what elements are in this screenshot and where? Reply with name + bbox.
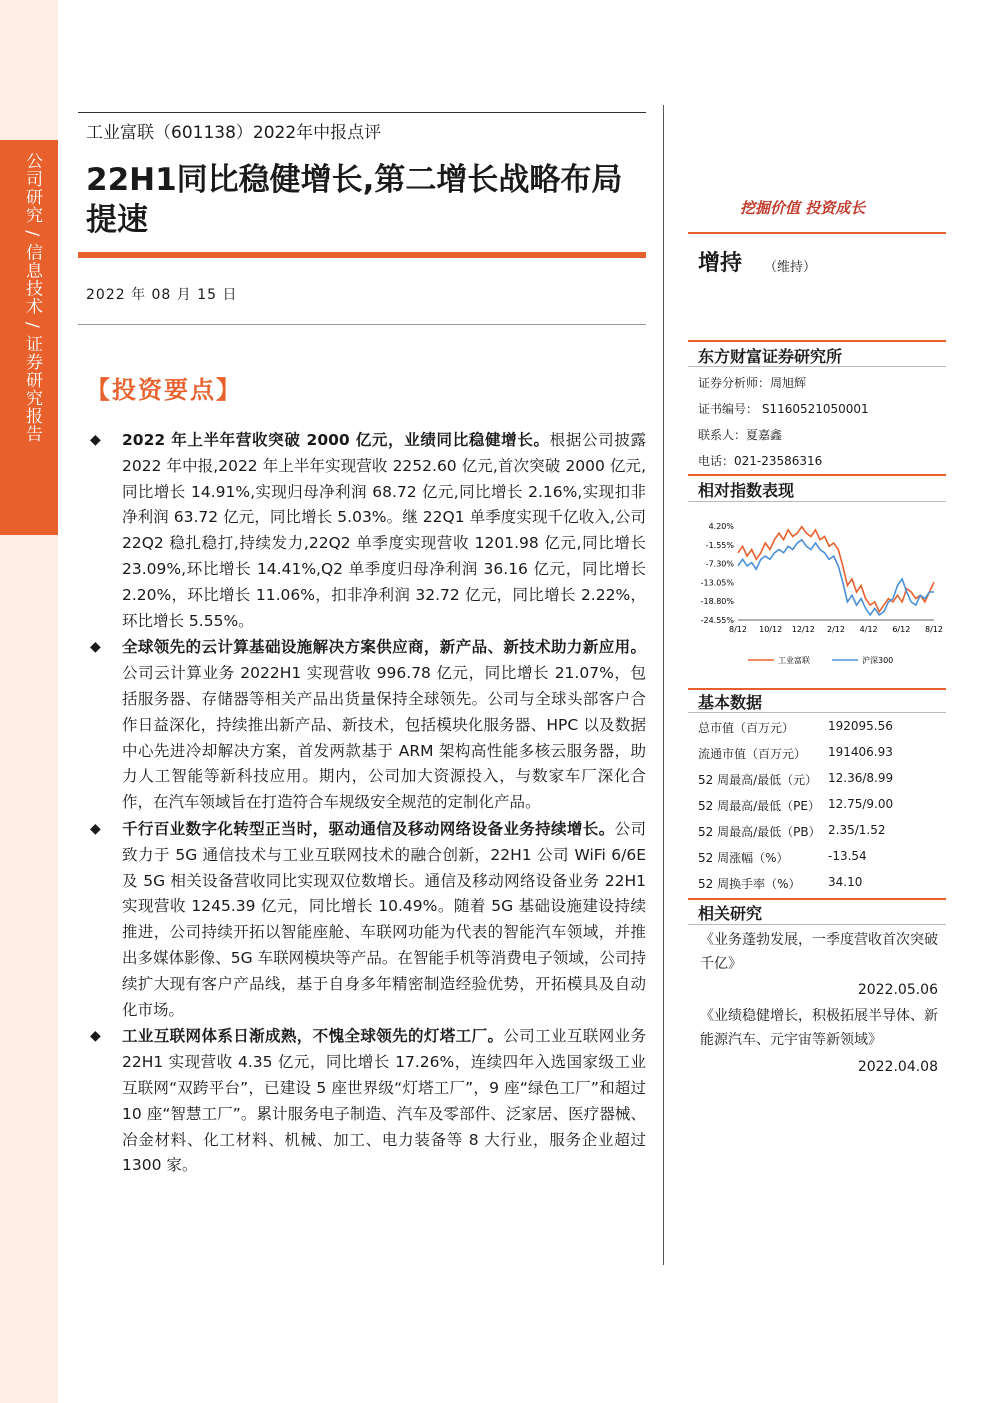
research-title: 相关研究 — [698, 904, 763, 923]
series-line-gongyefulian — [738, 527, 934, 612]
bullet-item — [90, 817, 646, 1023]
bullet-head: 全球领先的云计算基础设施解决方案供应商，新产品、新技术助力新应用。 — [122, 638, 646, 657]
header-rule — [78, 112, 646, 113]
contact-person: 联系人：夏嘉鑫 — [698, 428, 783, 442]
key-data-row — [698, 849, 938, 875]
phone: 电话：021-23586316 — [698, 454, 823, 468]
bullet-item — [90, 1024, 646, 1179]
key-data-label: 52 周最高/最低（PB） — [698, 825, 821, 839]
diamond-icon: ◆ — [90, 639, 101, 656]
key-data-row — [698, 719, 938, 745]
key-data-row — [698, 745, 938, 771]
key-data-value: 192095.56 — [828, 719, 893, 733]
x-tick-label: 2/12 — [827, 625, 845, 634]
key-data-label: 52 周最高/最低（PE） — [698, 799, 820, 813]
title-underline — [78, 252, 646, 258]
key-data-label: 总市值（百万元） — [698, 721, 795, 735]
bullet-item — [90, 635, 646, 816]
y-tick-label: -13.05% — [700, 578, 734, 588]
key-data-title: 基本数据 — [698, 693, 763, 712]
key-data-underline — [688, 712, 946, 713]
key-data-row — [698, 771, 938, 797]
analyst: 证券分析师：周旭辉 — [698, 376, 807, 390]
institute-name: 东方财富证券研究所 — [698, 347, 843, 366]
diamond-icon: ◆ — [90, 432, 101, 448]
bullet-body: 公司云计算业务 2022H1 实现营收 996.78 亿元，同比增长 21.07%，包括服务器、存储器等相关产品出货量保持全球领先。公司与全球头部客户合作日益深化，持续推出新产品、新技术，包括模块化服务器、HPC 以及数据中心先进冷却解决方案，首发两款基于 ARM 架构高性能多核云服务器，助力人工智能等新科技应用。期内，公司加大资源投入，与数家车厂深化合作，在汽车领域旨在打造符合车规级安全规范的定制化产品。 — [122, 664, 646, 812]
bullet-item — [90, 428, 646, 634]
chart-legend — [748, 655, 893, 665]
research-item-title: 《业务蓬勃发展，一季度营收首次突破千亿》 — [700, 932, 938, 972]
date-rule — [78, 324, 646, 325]
y-tick-label: -1.55% — [705, 540, 734, 550]
legend-label: 沪深300 — [862, 656, 894, 665]
research-item-date: 2022.04.08 — [857, 1059, 938, 1075]
y-tick-label: -24.55% — [700, 616, 734, 625]
key-data-value: 12.36/8.99 — [828, 771, 894, 785]
cert-number: 证书编号： S1160521050001 — [698, 402, 869, 416]
x-tick-label: 8/12 — [925, 625, 943, 634]
y-tick-label: 4.20% — [708, 522, 734, 531]
chart-rule — [688, 474, 946, 476]
report-date: 2022 年 08 月 15 日 — [86, 287, 238, 303]
page-title: 22H1同比稳健增长,第二增长战略布局提速 — [86, 162, 623, 238]
research-rule — [688, 898, 946, 900]
institute-underline — [688, 366, 946, 367]
bullets-list — [90, 428, 646, 1180]
x-tick-label: 8/12 — [729, 625, 747, 634]
chart-title: 相对指数表现 — [698, 481, 795, 500]
bullet-head: 工业互联网体系日渐成熟，不愧全球领先的灯塔工厂。 — [122, 1027, 504, 1046]
section-title: 【投资要点】 — [86, 376, 242, 404]
rating-sub: （维持） — [764, 260, 817, 275]
key-data-value: 2.35/1.52 — [828, 823, 886, 837]
x-tick-label: 4/12 — [859, 625, 878, 634]
y-tick-label: -18.80% — [700, 597, 734, 607]
diamond-icon: ◆ — [90, 820, 101, 837]
research-item-date: 2022.05.06 — [857, 982, 938, 998]
bullet-head: 2022 年上半年营收突破 2000 亿元，业绩同比稳健增长。 — [122, 431, 550, 449]
x-tick-label: 6/12 — [892, 625, 911, 634]
key-data-row — [698, 797, 938, 823]
diamond-icon: ◆ — [90, 1028, 101, 1045]
y-tick-label: -7.30% — [705, 559, 734, 569]
relative-index-chart — [688, 510, 946, 680]
key-data-label: 52 周最高/最低（元） — [698, 773, 818, 787]
research-underline — [688, 924, 946, 925]
key-data-value: -13.54 — [828, 849, 867, 863]
slogan: 挖掘价值 投资成长 — [740, 199, 866, 217]
key-data-label: 52 周换手率（%） — [698, 877, 801, 891]
rating: 增持 — [698, 251, 743, 276]
side-category-label: 公司研究 / 信息技术 / 证券研究报告 — [22, 152, 42, 444]
key-data-value: 191406.93 — [828, 745, 893, 759]
key-data-row — [698, 823, 938, 849]
series-line-hs300 — [738, 540, 934, 615]
key-data-label: 52 周涨幅（%） — [698, 851, 789, 865]
chart-title-underline — [688, 501, 946, 502]
research-item-title: 《业绩稳健增长，积极拓展半导体、新能源汽车、元宇宙等新领域》 — [700, 1008, 938, 1048]
key-data-label: 流通市值（百万元） — [698, 747, 807, 761]
institute-rule — [688, 340, 946, 342]
x-tick-label: 10/12 — [759, 625, 783, 634]
doc-type: 工业富联（601138）2022年中报点评 — [86, 123, 382, 143]
bullet-body: 公司工业互联网业务 22H1 实现营收 4.35 亿元，同比增长 17.26%，连续四年入选国家级工业互联网“双跨平台”，已建设 5 座世界级“灯塔工厂”，9 座“绿色工厂”和超过 10 座“智慧工厂”。累计服务电子制造、汽车及零部件、泛家居、医疗器械、冶金材料、化工材料、机械、加工、电力装备等 8 大行业，服务企业超过 1300 家。 — [122, 1027, 646, 1175]
bullet-body: 根据公司披露 2022 年中报,2022 年上半年实现营收 2252.60 亿元,首次突破 2000 亿元,同比增长 14.91%,实现归母净利润 68.72 亿元,同比增长 2.16%,实现扣非净利润 63.72 亿元，同比增长 5.03%。继 22Q1 单季度实现千亿收入,公司 22Q2 稳扎稳打,持续发力,22Q2 单季度实现营收 1201.98 亿元,同比增长 23.09%,环比增长 14.41%,Q2 单季度归母净利润 36.16 亿元，同比增长 2.20%，环比增长 11.06%，扣非净利润 32.72 亿元，同比增长 2.22%，环比增长 5.55%。 — [122, 431, 646, 630]
key-data-value: 12.75/9.00 — [828, 797, 894, 811]
rating-rule — [688, 232, 946, 234]
column-divider — [663, 105, 664, 1265]
legend-label: 工业富联 — [778, 656, 810, 665]
bullet-head: 千行百业数字化转型正当时，驱动通信及移动网络设备业务持续增长。 — [122, 819, 615, 838]
bullet-body: 公司致力于 5G 通信技术与工业互联网技术的融合创新，22H1 公司 WiFi 6/6E 及 5G 相关设备营收同比实现双位数增长。通信及移动网络设备业务 22H1 实现营收 1245.39 亿元，同比增长 10.49%。随着 5G 基础设施建设持续推进，公司持续开拓以智能座舱、车联网功能为代表的智能汽车领域，并推出多媒体影像、5G 车联网模块等产品。在智能手机等消费电子领域，公司持续扩大现有客户产品线，基于自身多年精密制造经验优势，开拓模具及自动化市场。 — [122, 819, 646, 1019]
key-data-value: 34.10 — [828, 875, 863, 889]
x-tick-label: 12/12 — [791, 625, 815, 634]
